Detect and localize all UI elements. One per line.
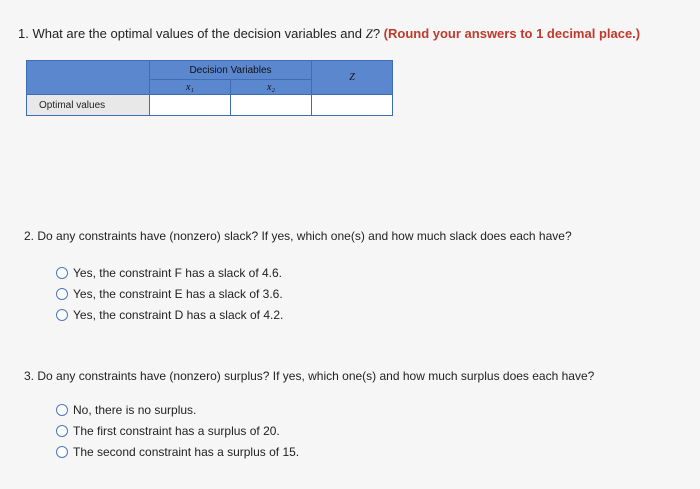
q2-option-e-label: Yes, the constraint E has a slack of 3.6. <box>73 286 283 301</box>
z-value-input[interactable] <box>312 96 392 114</box>
x1-value-input[interactable] <box>150 96 230 114</box>
radio-icon[interactable] <box>56 446 68 458</box>
decision-variables-table <box>26 60 393 116</box>
z-column-header: Z <box>312 61 393 95</box>
q3-option-first[interactable] <box>56 420 299 441</box>
q2-option-f[interactable] <box>56 262 283 283</box>
q2-option-e[interactable] <box>56 283 283 304</box>
question-2: 2. Do any constraints have (nonzero) slack? If yes, which one(s) and how much slack does each have? <box>24 229 572 243</box>
q3-option-none-label: No, there is no surplus. <box>73 402 197 417</box>
table-corner <box>27 61 150 95</box>
z-value-cell[interactable] <box>312 95 393 116</box>
radio-icon[interactable] <box>56 309 68 321</box>
radio-icon[interactable] <box>56 425 68 437</box>
x2-column-header: x₂ <box>231 80 312 95</box>
radio-icon[interactable] <box>56 267 68 279</box>
optimal-values-label: Optimal values <box>27 95 150 116</box>
q3-option-second-label: The second constraint has a surplus of 15. <box>73 444 300 459</box>
question-1-text: 1. What are the optimal values of the decision variables and <box>18 26 366 41</box>
question-3-options <box>56 399 299 462</box>
q3-option-first-label: The first constraint has a surplus of 20. <box>73 423 280 438</box>
x2-value-cell[interactable] <box>231 95 312 116</box>
q2-option-f-label: Yes, the constraint F has a slack of 4.6. <box>73 265 283 280</box>
question-3: 3. Do any constraints have (nonzero) surplus? If yes, which one(s) and how much surplus does each have? <box>24 369 595 383</box>
x1-value-cell[interactable] <box>150 95 231 116</box>
z-symbol: Z <box>365 26 373 41</box>
x1-column-header: x₁ <box>150 80 231 95</box>
x2-value-input[interactable] <box>231 96 311 114</box>
decision-variables-header: Decision Variables <box>150 61 312 80</box>
q3-option-none[interactable] <box>56 399 299 420</box>
round-instruction: (Round your answers to 1 decimal place.) <box>383 26 641 41</box>
q2-option-d-label: Yes, the constraint D has a slack of 4.2. <box>73 307 284 322</box>
radio-icon[interactable] <box>56 404 68 416</box>
radio-icon[interactable] <box>56 288 68 300</box>
question-1 <box>18 26 640 42</box>
q3-option-second[interactable] <box>56 441 299 462</box>
question-1-mark: ? <box>372 26 384 41</box>
question-2-options <box>56 262 283 325</box>
q2-option-d[interactable] <box>56 304 283 325</box>
